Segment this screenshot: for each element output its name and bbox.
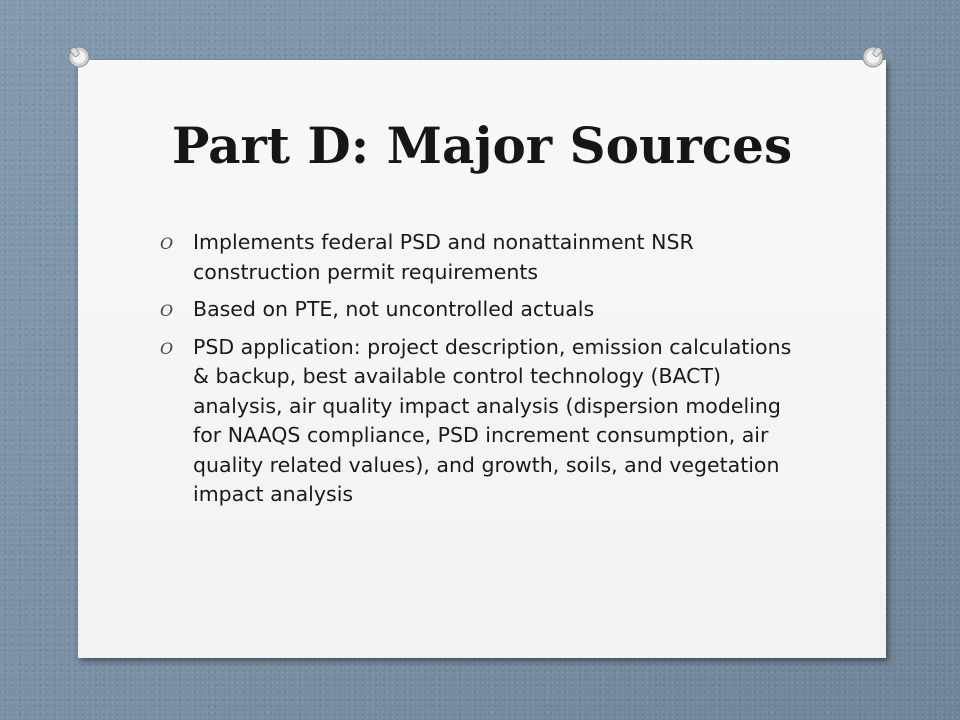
bullet-item bbox=[160, 228, 800, 287]
bullet-marker: O bbox=[160, 338, 174, 358]
bullet-text: Based on PTE, not uncontrolled actuals bbox=[193, 297, 595, 321]
pushpin-left-icon bbox=[66, 44, 92, 70]
bullet-marker: O bbox=[160, 301, 174, 320]
slide-title: Part D: Major Sources bbox=[171, 116, 793, 175]
bullet-marker: O bbox=[160, 234, 174, 253]
bullet-list bbox=[160, 228, 800, 518]
pushpin-right-icon bbox=[860, 44, 886, 70]
bullet-text: PSD application: project description, emission calculations & backup, best available control technology (BACT) analysis, air quality impact analysis (dispersion modeling for NAAQS compliance, PSD increment consumption, air quality related values), and growth, soils, and vegetation impact analysis bbox=[193, 334, 792, 506]
bullet-item bbox=[160, 295, 800, 325]
bullet-text: Implements federal PSD and nonattainment NSR construction permit requirements bbox=[193, 230, 694, 284]
bullet-item bbox=[160, 333, 800, 510]
